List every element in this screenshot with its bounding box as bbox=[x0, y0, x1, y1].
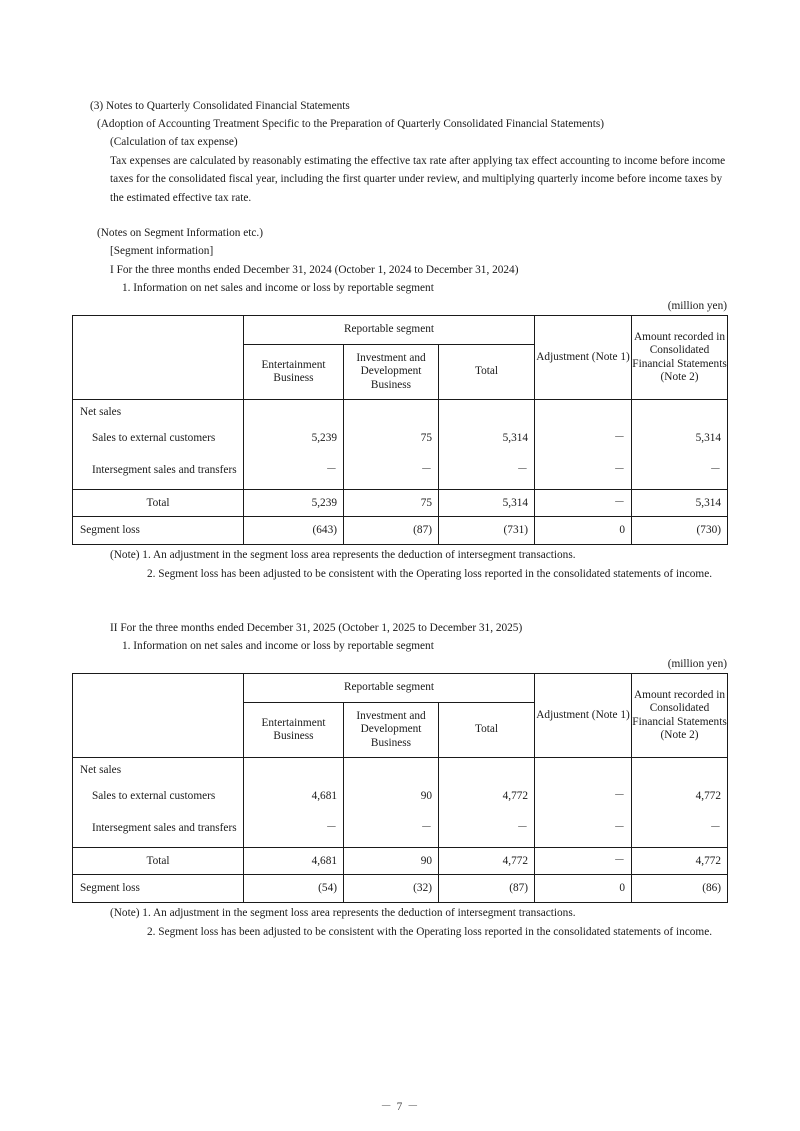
table-cell: － bbox=[439, 452, 535, 490]
header-adjustment: Adjustment (Note 1) bbox=[535, 316, 632, 400]
table-cell: (54) bbox=[244, 875, 344, 903]
period1-note-2 bbox=[147, 566, 717, 584]
table-cell: 4,681 bbox=[244, 848, 344, 875]
table-cell: (730) bbox=[632, 517, 728, 545]
period1-heading: I For the three months ended December 31, 2024 (October 1, 2024 to December 31, 2024) bbox=[110, 264, 519, 276]
table-cell: － bbox=[439, 810, 535, 848]
table-cell: 4,772 bbox=[439, 784, 535, 810]
table-cell: 5,314 bbox=[439, 490, 535, 517]
table-cell: 5,239 bbox=[244, 490, 344, 517]
header-reportable-segment: Reportable segment bbox=[244, 316, 535, 345]
tax-heading: (Calculation of tax expense) bbox=[110, 136, 238, 148]
table-cell: 75 bbox=[344, 426, 439, 452]
row-label-net-sales: Net sales bbox=[73, 758, 244, 784]
segment-info-heading: [Segment information] bbox=[110, 245, 214, 257]
table-cell: － bbox=[535, 490, 632, 517]
header-entertainment: Entertainment Business bbox=[244, 345, 344, 400]
period2-segment-table bbox=[72, 673, 728, 903]
header-total: Total bbox=[439, 345, 535, 400]
table-cell: 75 bbox=[344, 490, 439, 517]
row-label-external: Sales to external customers bbox=[73, 426, 244, 452]
header-investment: Investment and Development Business bbox=[344, 345, 439, 400]
row-label-total: Total bbox=[73, 848, 244, 875]
header-adjustment: Adjustment (Note 1) bbox=[535, 674, 632, 758]
table-cell: 4,772 bbox=[632, 784, 728, 810]
header-investment: Investment and Development Business bbox=[344, 703, 439, 758]
table-cell: － bbox=[344, 810, 439, 848]
table-cell: － bbox=[344, 452, 439, 490]
row-label-segment-loss: Segment loss bbox=[73, 517, 244, 545]
row-label-net-sales: Net sales bbox=[73, 400, 244, 426]
table-cell: － bbox=[535, 810, 632, 848]
tax-paragraph: Tax expenses are calculated by reasonably estimating the effective tax rate after applying tax effect accounting to income before income taxes for the consolidated fiscal year, including the first quarter under review, and multiplying quarterly income before income taxes by the estimated effective tax rate. bbox=[110, 155, 726, 204]
row-label-intersegment: Intersegment sales and transfers bbox=[73, 810, 244, 848]
period2-subheading: 1. Information on net sales and income or loss by reportable segment bbox=[122, 640, 434, 652]
table-cell: － bbox=[244, 452, 344, 490]
page-number: － 7 － bbox=[380, 1101, 420, 1113]
period2-heading: II For the three months ended December 31, 2025 (October 1, 2025 to December 31, 2025) bbox=[110, 622, 523, 634]
period1-unit-label: (million yen) bbox=[667, 300, 727, 312]
table-cell: － bbox=[535, 426, 632, 452]
row-label-segment-loss: Segment loss bbox=[73, 875, 244, 903]
row-label-external: Sales to external customers bbox=[73, 784, 244, 810]
table-cell: 5,314 bbox=[439, 426, 535, 452]
period1-subheading: 1. Information on net sales and income or loss by reportable segment bbox=[122, 282, 434, 294]
table-cell: － bbox=[535, 848, 632, 875]
period2-note-2 bbox=[147, 924, 717, 942]
header-total: Total bbox=[439, 703, 535, 758]
table-cell: (643) bbox=[244, 517, 344, 545]
table-cell: 5,239 bbox=[244, 426, 344, 452]
table-cell: 0 bbox=[535, 875, 632, 903]
table-cell: 0 bbox=[535, 517, 632, 545]
table-cell: 90 bbox=[344, 784, 439, 810]
period1-note-2-text: 2. Segment loss has been adjusted to be consistent with the Operating loss reported in the consolidated statements of income. bbox=[147, 568, 713, 580]
table-cell: (32) bbox=[344, 875, 439, 903]
table-cell: (86) bbox=[632, 875, 728, 903]
header-amount-recorded: Amount recorded in Consolidated Financial Statements (Note 2) bbox=[632, 674, 728, 758]
table-cell: － bbox=[535, 452, 632, 490]
table-cell: － bbox=[244, 810, 344, 848]
table-cell: － bbox=[535, 784, 632, 810]
row-label-intersegment: Intersegment sales and transfers bbox=[73, 452, 244, 490]
table-cell: 4,772 bbox=[439, 848, 535, 875]
table-cell: 4,772 bbox=[632, 848, 728, 875]
table-cell: 90 bbox=[344, 848, 439, 875]
table-cell: － bbox=[632, 810, 728, 848]
period2-unit-label: (million yen) bbox=[667, 658, 727, 670]
table-cell: (87) bbox=[439, 875, 535, 903]
period1-segment-table bbox=[72, 315, 728, 545]
table-cell: 5,314 bbox=[632, 426, 728, 452]
table-cell: 5,314 bbox=[632, 490, 728, 517]
table-cell: (731) bbox=[439, 517, 535, 545]
period2-note-2-text: 2. Segment loss has been adjusted to be consistent with the Operating loss reported in the consolidated statements of income. bbox=[147, 926, 713, 938]
row-label-total: Total bbox=[73, 490, 244, 517]
segment-notes-heading: (Notes on Segment Information etc.) bbox=[97, 227, 263, 239]
table-cell: 4,681 bbox=[244, 784, 344, 810]
period1-note-1: (Note) 1. An adjustment in the segment loss area represents the deduction of intersegment transactions. bbox=[110, 549, 576, 561]
table-cell: － bbox=[632, 452, 728, 490]
section-title: (3) Notes to Quarterly Consolidated Financial Statements bbox=[90, 100, 350, 112]
adoption-heading: (Adoption of Accounting Treatment Specific to the Preparation of Quarterly Consolidated Financial Statements) bbox=[97, 118, 604, 130]
table-cell: (87) bbox=[344, 517, 439, 545]
period2-note-1: (Note) 1. An adjustment in the segment loss area represents the deduction of intersegment transactions. bbox=[110, 907, 576, 919]
header-entertainment: Entertainment Business bbox=[244, 703, 344, 758]
header-amount-recorded: Amount recorded in Consolidated Financial Statements (Note 2) bbox=[632, 316, 728, 400]
header-reportable-segment: Reportable segment bbox=[244, 674, 535, 703]
